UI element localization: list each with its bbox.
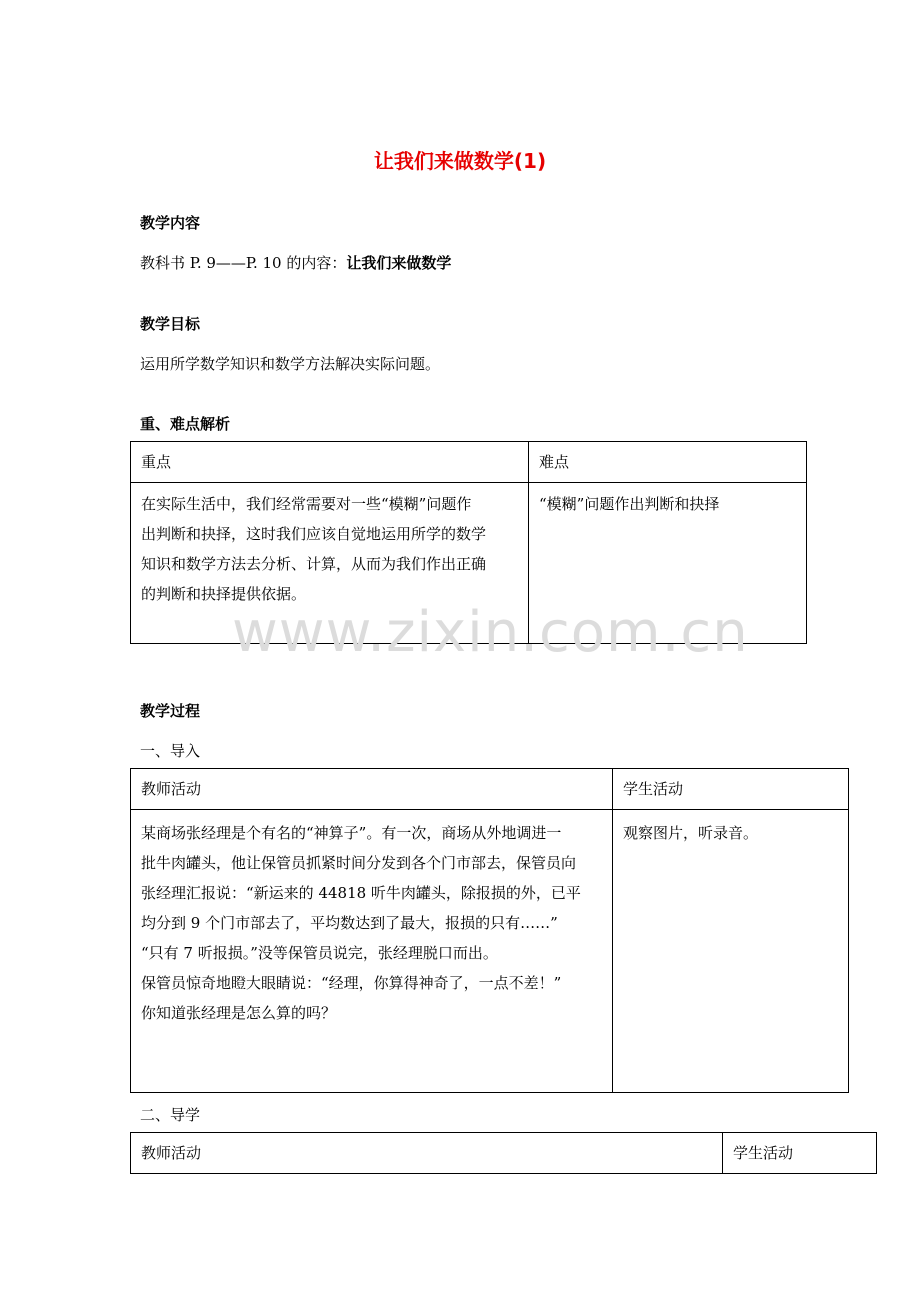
teacher-activity-line: 均分到 9 个门市部去了，平均数达到了最大，报损的只有……” <box>141 914 558 932</box>
content-heading: 教学内容 <box>140 214 201 232</box>
part2-label: 二、导学 <box>140 1106 201 1124</box>
goal-heading: 教学目标 <box>140 315 201 333</box>
teacher-activity-header: 教师活动 <box>131 769 613 810</box>
key-point-line: 在实际生活中，我们经常需要对一些“模糊”问题作 <box>141 495 472 513</box>
key-point-line: 出判断和抉择，这时我们应该自觉地运用所学的数学 <box>141 525 487 543</box>
process-heading: 教学过程 <box>140 702 201 720</box>
teacher-activity-line: 某商场张经理是个有名的“神算子”。有一次，商场从外地调进一 <box>141 824 562 842</box>
key-points-heading: 重、难点解析 <box>140 415 231 433</box>
student-activity-header: 学生活动 <box>613 769 849 810</box>
intro-activity-table <box>130 768 849 1093</box>
difficulty-text: “模糊”问题作出判断和抉择 <box>539 495 720 513</box>
teacher-activity-line: 张经理汇报说：“新运来的 44818 听牛肉罐头，除报损的外，已平 <box>141 884 581 902</box>
student-activity-header-2: 学生活动 <box>723 1133 877 1174</box>
key-point-line: 知识和数学方法去分析、计算，从而为我们作出正确 <box>141 555 487 573</box>
student-activity-text: 观察图片，听录音。 <box>623 824 759 842</box>
teacher-activity-cell <box>131 810 613 1093</box>
watermark: www.zixin.com.cn <box>232 600 749 665</box>
document-title: 让我们来做数学(1) <box>373 149 547 173</box>
content-text-prefix: 教科书 P. 9——P. 10 的内容： <box>140 254 347 272</box>
content-text <box>140 252 451 273</box>
teacher-activity-line: 保管员惊奇地瞪大眼睛说：“经理，你算得神奇了，一点不差！” <box>141 974 562 992</box>
teacher-activity-header-2: 教师活动 <box>131 1133 723 1174</box>
teacher-activity-line: “只有 7 听报损。”没等保管员说完，张经理脱口而出。 <box>141 944 498 962</box>
teacher-activity-line: 批牛肉罐头，他让保管员抓紧时间分发到各个门市部去，保管员向 <box>141 854 577 872</box>
teacher-activity-line: 你知道张经理是怎么算的吗？ <box>141 1004 337 1022</box>
student-activity-cell <box>613 810 849 1093</box>
content-text-bold: 让我们来做数学 <box>346 254 452 272</box>
key-point-header: 重点 <box>131 442 529 483</box>
part1-label: 一、导入 <box>140 742 201 760</box>
difficulty-header: 难点 <box>529 442 807 483</box>
goal-text: 运用所学数学知识和数学方法解决实际问题。 <box>140 355 441 373</box>
guide-activity-table <box>130 1132 877 1174</box>
key-point-line: 的判断和抉择提供依据。 <box>141 585 307 603</box>
